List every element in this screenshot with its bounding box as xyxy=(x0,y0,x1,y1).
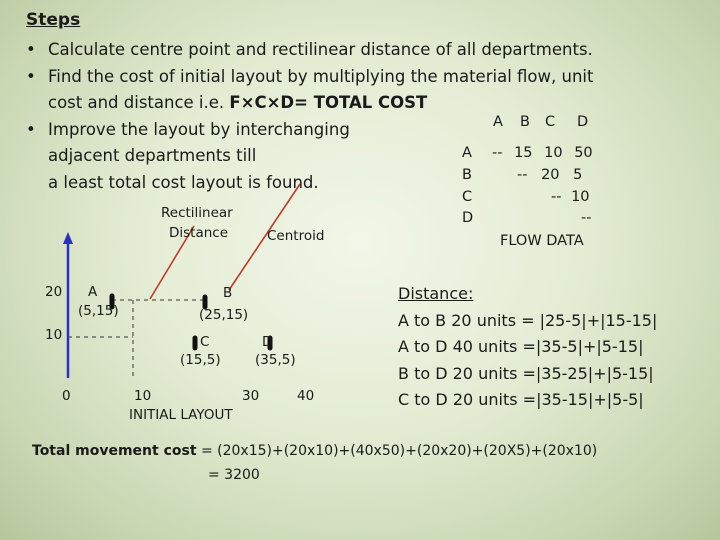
initial-layout-caption: INITIAL LAYOUT xyxy=(129,407,233,423)
distance-line-cd: C to D 20 units =|35-15|+|5-5| xyxy=(398,390,644,409)
flow-row-a: -- 15 10 50 xyxy=(492,145,593,161)
flow-row-header-a: A xyxy=(462,145,472,161)
y-tick-20: 20 xyxy=(45,284,63,300)
step-bullet-2-prefix: cost and distance i.e. xyxy=(48,93,225,112)
y-axis-arrow xyxy=(63,232,73,244)
flow-row-d: -- xyxy=(581,210,592,226)
total-cost-line xyxy=(32,443,597,459)
total-cost-label: Total movement cost xyxy=(32,443,197,459)
centroid-label: Centroid xyxy=(267,228,325,244)
dept-d-name: D xyxy=(262,334,273,350)
flow-row-header-b: B xyxy=(462,167,472,183)
step-bullet-3: • Improve the layout by interchanging xyxy=(48,120,350,139)
dept-c-name: C xyxy=(200,334,210,350)
y-tick-10: 10 xyxy=(45,327,63,343)
distance-line-bd: B to D 20 units =|35-25|+|5-15| xyxy=(398,364,654,383)
distance-line-ad: A to D 40 units =|35-5|+|5-15| xyxy=(398,337,644,356)
dept-d-coords: (35,5) xyxy=(255,352,296,368)
distance-title: Distance: xyxy=(398,284,474,303)
flow-col-header-a: A xyxy=(493,114,503,130)
flow-col-header-b: B xyxy=(520,114,530,130)
step-bullet-3-continuation-2: a least total cost layout is found. xyxy=(48,173,319,192)
flow-row-header-d: D xyxy=(462,210,474,226)
step-bullet-2: • Find the cost of initial layout by multiplying the material flow, unit xyxy=(48,67,593,86)
step-bullet-3-continuation-1: adjacent departments till xyxy=(48,146,257,165)
dept-a-coords: (5,15) xyxy=(78,303,119,319)
steps-title: Steps xyxy=(26,10,81,30)
flow-row-c: -- 10 xyxy=(551,189,590,205)
flow-col-header-d: D xyxy=(577,114,589,130)
total-cost-result: = 3200 xyxy=(208,467,260,483)
x-tick-40: 40 xyxy=(297,388,315,404)
step-bullet-1: • Calculate centre point and rectilinear distance of all departments. xyxy=(48,40,593,59)
rectilinear-label-2: Distance xyxy=(169,225,229,241)
dept-a-name: A xyxy=(88,284,98,300)
flow-data-caption: FLOW DATA xyxy=(500,233,584,249)
dept-b-name: B xyxy=(223,285,233,301)
flow-col-header-c: C xyxy=(545,114,556,130)
x-tick-30: 30 xyxy=(242,388,260,404)
dept-b-coords: (25,15) xyxy=(199,307,249,323)
total-cost-expression: = (20x15)+(20x10)+(40x50)+(20x20)+(20X5)+(20x10) xyxy=(196,443,598,459)
distance-line-ab: A to B 20 units = |25-5|+|15-15| xyxy=(398,311,658,330)
flow-row-b: -- 20 5 xyxy=(517,167,583,183)
rectilinear-label-1: Rectilinear xyxy=(161,205,233,221)
cost-formula: F×C×D= TOTAL COST xyxy=(229,93,428,112)
dept-c-coords: (15,5) xyxy=(180,352,221,368)
x-tick-10: 10 xyxy=(134,388,152,404)
flow-row-header-c: C xyxy=(462,189,473,205)
x-tick-0: 0 xyxy=(62,388,71,404)
